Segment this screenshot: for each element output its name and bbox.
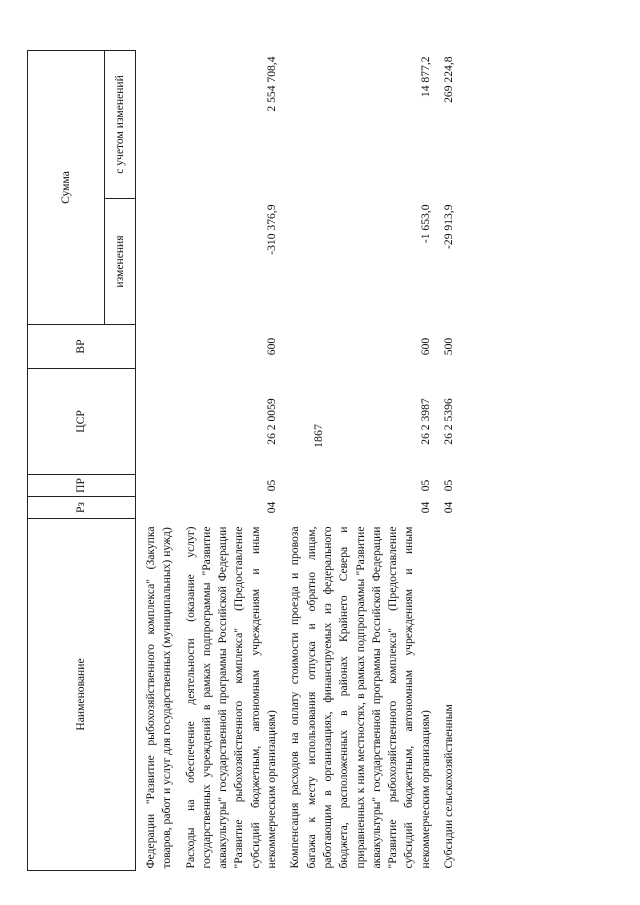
row-total: [136, 50, 176, 198]
row-vr: 600: [418, 337, 432, 356]
table-row: [176, 50, 281, 870]
row-name: Субсидии сельскохозяйственным: [442, 704, 456, 869]
row-csr: 26 2 3987: [418, 398, 432, 445]
header-name: Наименование: [28, 519, 136, 871]
row-pr: 05: [442, 479, 456, 492]
page-number: 1867: [311, 424, 325, 448]
header-total: с учетом изменений: [105, 50, 136, 198]
table-row: [434, 50, 457, 870]
row-name: Расходы на обеспечение деятельности (оказание услуг) государственных учреждений в рамках подпрограммы "Развитие аквакультуры" государственной программы Российской Федерации "Развитие рыбохозяйственного комплекса" (Предоставление субсидий бюджетным, автономным учреждениям и иным некоммерческим организациям): [183, 526, 279, 869]
header-pr: ПР: [28, 475, 136, 497]
row-csr: 26 2 5396: [442, 398, 456, 445]
row-vr: 500: [442, 337, 456, 356]
header-vr: ВР: [28, 325, 136, 369]
header-change: изменения: [105, 199, 136, 325]
row-rz: 04: [442, 501, 456, 514]
row-change: -1 653,0: [418, 204, 432, 244]
header-csr: ЦСР: [28, 369, 136, 475]
budget-table-rotated: [27, 51, 587, 871]
row-pr: [136, 475, 176, 497]
row-total: 2 554 708,4: [265, 56, 279, 112]
row-pr: 05: [418, 479, 432, 492]
row-rz: [136, 497, 176, 519]
row-name: Компенсация расходов на оплату стоимости проезда и провоза багажа к месту использования отпуска и обратно лицам, работающим в организациях, финансируемых из федерального бюджета, расположенных в районах Крайнего Севера и приравненных к ним местностях, в рамках подпрограммы "Развитие аквакультуры" государственной программы Российской Федерации "Развитие рыбохозяйственного комплекса" (Предоставление субсидий бюджетным, автономным учреждениям и иным некоммерческим организациям): [288, 526, 432, 869]
row-rz: 04: [418, 501, 432, 514]
row-vr: [136, 325, 176, 369]
table-row: [136, 50, 176, 870]
row-total: 14 877,2: [418, 56, 432, 98]
row-change: [136, 199, 176, 325]
header-rz: Рз: [28, 497, 136, 519]
row-pr: 05: [265, 479, 279, 492]
budget-table: [27, 50, 457, 871]
row-change: -310 376,9: [265, 204, 279, 255]
row-change: -29 913,9: [442, 204, 456, 249]
row-rz: 04: [265, 501, 279, 514]
row-csr: 26 2 0059: [265, 398, 279, 445]
row-csr: [136, 369, 176, 475]
row-total: 269 224,8: [442, 56, 456, 103]
table-row: [280, 50, 434, 870]
row-vr: 600: [265, 337, 279, 356]
row-name: Федерации "Развитие рыбохозяйственного комплекса" (Закупка товаров, работ и услуг для государственных (муниципальных) нужд): [144, 526, 174, 869]
header-sum: Сумма: [28, 50, 105, 324]
